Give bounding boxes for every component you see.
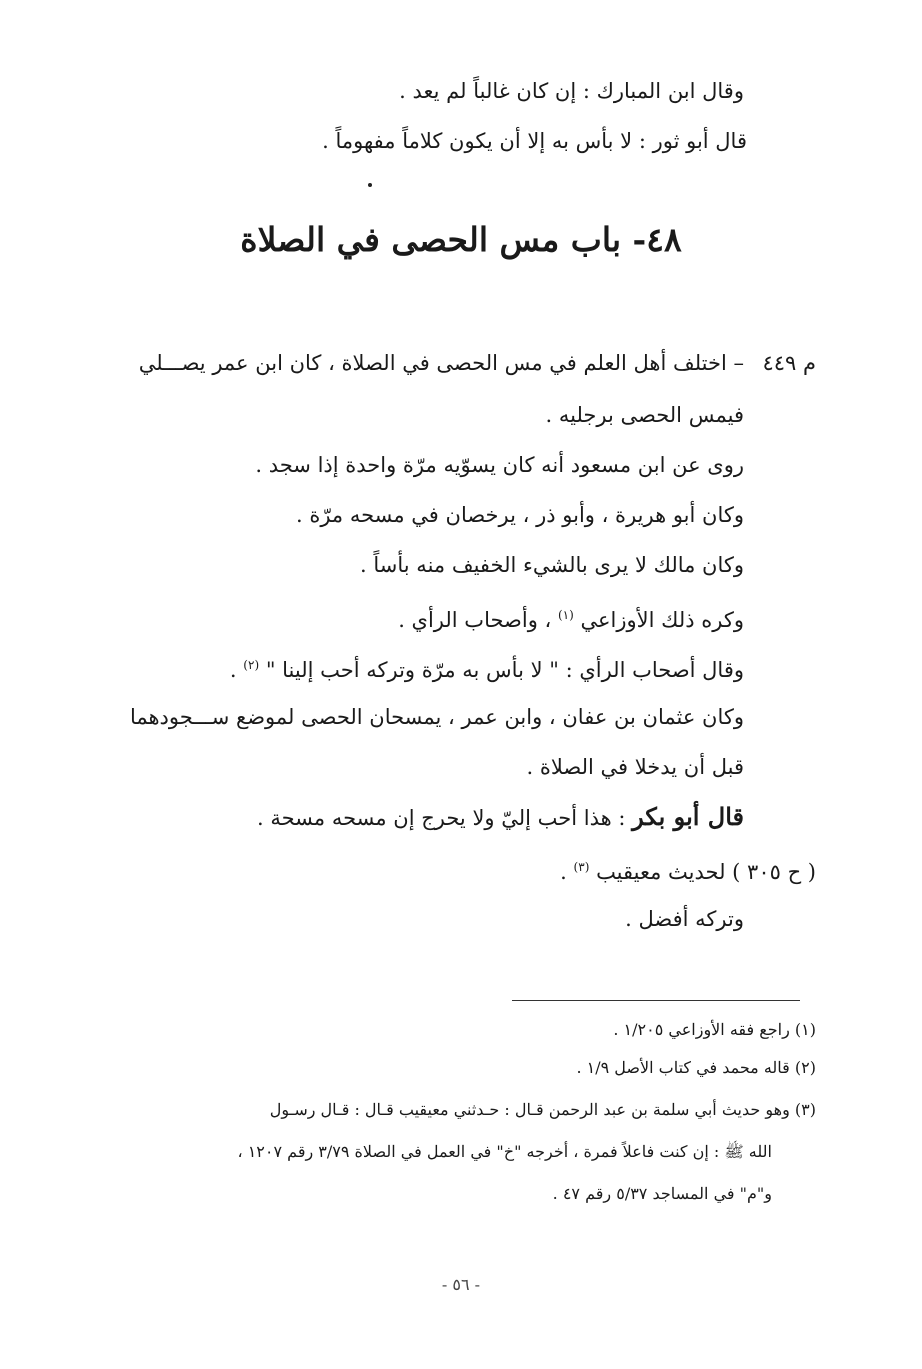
- footnote-2-number: (٢): [794, 1058, 816, 1077]
- chapter-title: ٤٨- باب مس الحصى في الصلاة: [240, 220, 682, 259]
- ornament-dot: [368, 183, 372, 187]
- rai-text: وقال أصحاب الرأي : " لا بأس به مرّة وتركه أحب إلينا ": [265, 658, 744, 682]
- footnote-1: [613, 1018, 816, 1042]
- footnote-1-number: (١): [794, 1020, 816, 1039]
- hadith-text: لحديث معيقيب: [596, 860, 726, 884]
- abu-bakr-name: قال أبو بكر: [632, 802, 744, 831]
- entry-marker: م ٤٤٩: [762, 351, 816, 375]
- body-line-3: روى عن ابن مسعود أنه كان يسوّيه مرّة واحدة إذا سجد .: [255, 453, 744, 477]
- footnote-3-line-2: الله ﷺ : إن كنت فاعلاً فمرة ، أخرجه "خ" في العمل في الصلاة ٣/٧٩ رقم ١٢٠٧ ،: [237, 1142, 772, 1161]
- body-line-5: وكان مالك لا يرى بالشيء الخفيف منه بأساً .: [360, 553, 744, 577]
- abu-bakr-text: : هذا أحب إليّ ولا يحرج إن مسحه مسحة .: [257, 806, 626, 830]
- footnote-3-line-1: وهو حديث أبي سلمة بن عبد الرحمن قـال : حـدثني معيقيب قـال : قـال رسـول: [269, 1100, 790, 1119]
- page-number: - ٥٦ -: [441, 1275, 481, 1294]
- body-line-uthman-1: وكان عثمان بن عفان ، وابن عمر ، يمسحان الحصى لموضع ســـجودهما: [129, 705, 744, 729]
- footnote-3-number: (٣): [794, 1100, 816, 1119]
- footnote-3: [270, 1098, 816, 1122]
- footnote-separator: [512, 1000, 800, 1001]
- footnote-1-text: راجع فقه الأوزاعي ١/٢٠٥ .: [613, 1020, 790, 1039]
- top-line-2: قال أبو ثور : لا بأس به إلا أن يكون كلاماً مفهوماً .: [322, 129, 747, 153]
- body-line-1: – اختلف أهل العلم في مس الحصى في الصلاة ، كان ابن عمر يصـــلي: [138, 351, 744, 375]
- footnote-3-line-3: و"م" في المساجد ٥/٣٧ رقم ٤٧ .: [552, 1184, 772, 1203]
- body-line-rai: [230, 650, 744, 685]
- abu-bakr-line: [257, 802, 744, 833]
- footnote-ref-3: (٣): [573, 860, 590, 874]
- hadith-line: [560, 852, 816, 887]
- footnote-2: [576, 1056, 816, 1080]
- body-line-uthman-2: قبل أن يدخلا في الصلاة .: [526, 755, 744, 779]
- hadith-end: .: [560, 860, 567, 884]
- rai-end: .: [229, 658, 237, 682]
- top-line-1: وقال ابن المبارك : إن كان غالباً لم يعد .: [399, 79, 744, 103]
- footnote-ref-1: (١): [557, 608, 574, 622]
- awzai-text: وكره ذلك الأوزاعي: [580, 608, 744, 632]
- body-line-awzai: [398, 600, 744, 635]
- footnote-ref-2: (٢): [243, 658, 260, 672]
- final-line: وتركه أفضل .: [625, 907, 744, 931]
- awzai-text-end: ، وأصحاب الرأي .: [398, 608, 552, 632]
- footnote-2-text: قاله محمد في كتاب الأصل ١/٩ .: [576, 1058, 790, 1077]
- body-line-2: فيمس الحصى برجليه .: [545, 403, 744, 427]
- hadith-marker: ( ح ٣٠٥ ): [732, 860, 816, 884]
- body-line-4: وكان أبو هريرة ، وأبو ذر ، يرخصان في مسحه مرّة .: [295, 503, 744, 527]
